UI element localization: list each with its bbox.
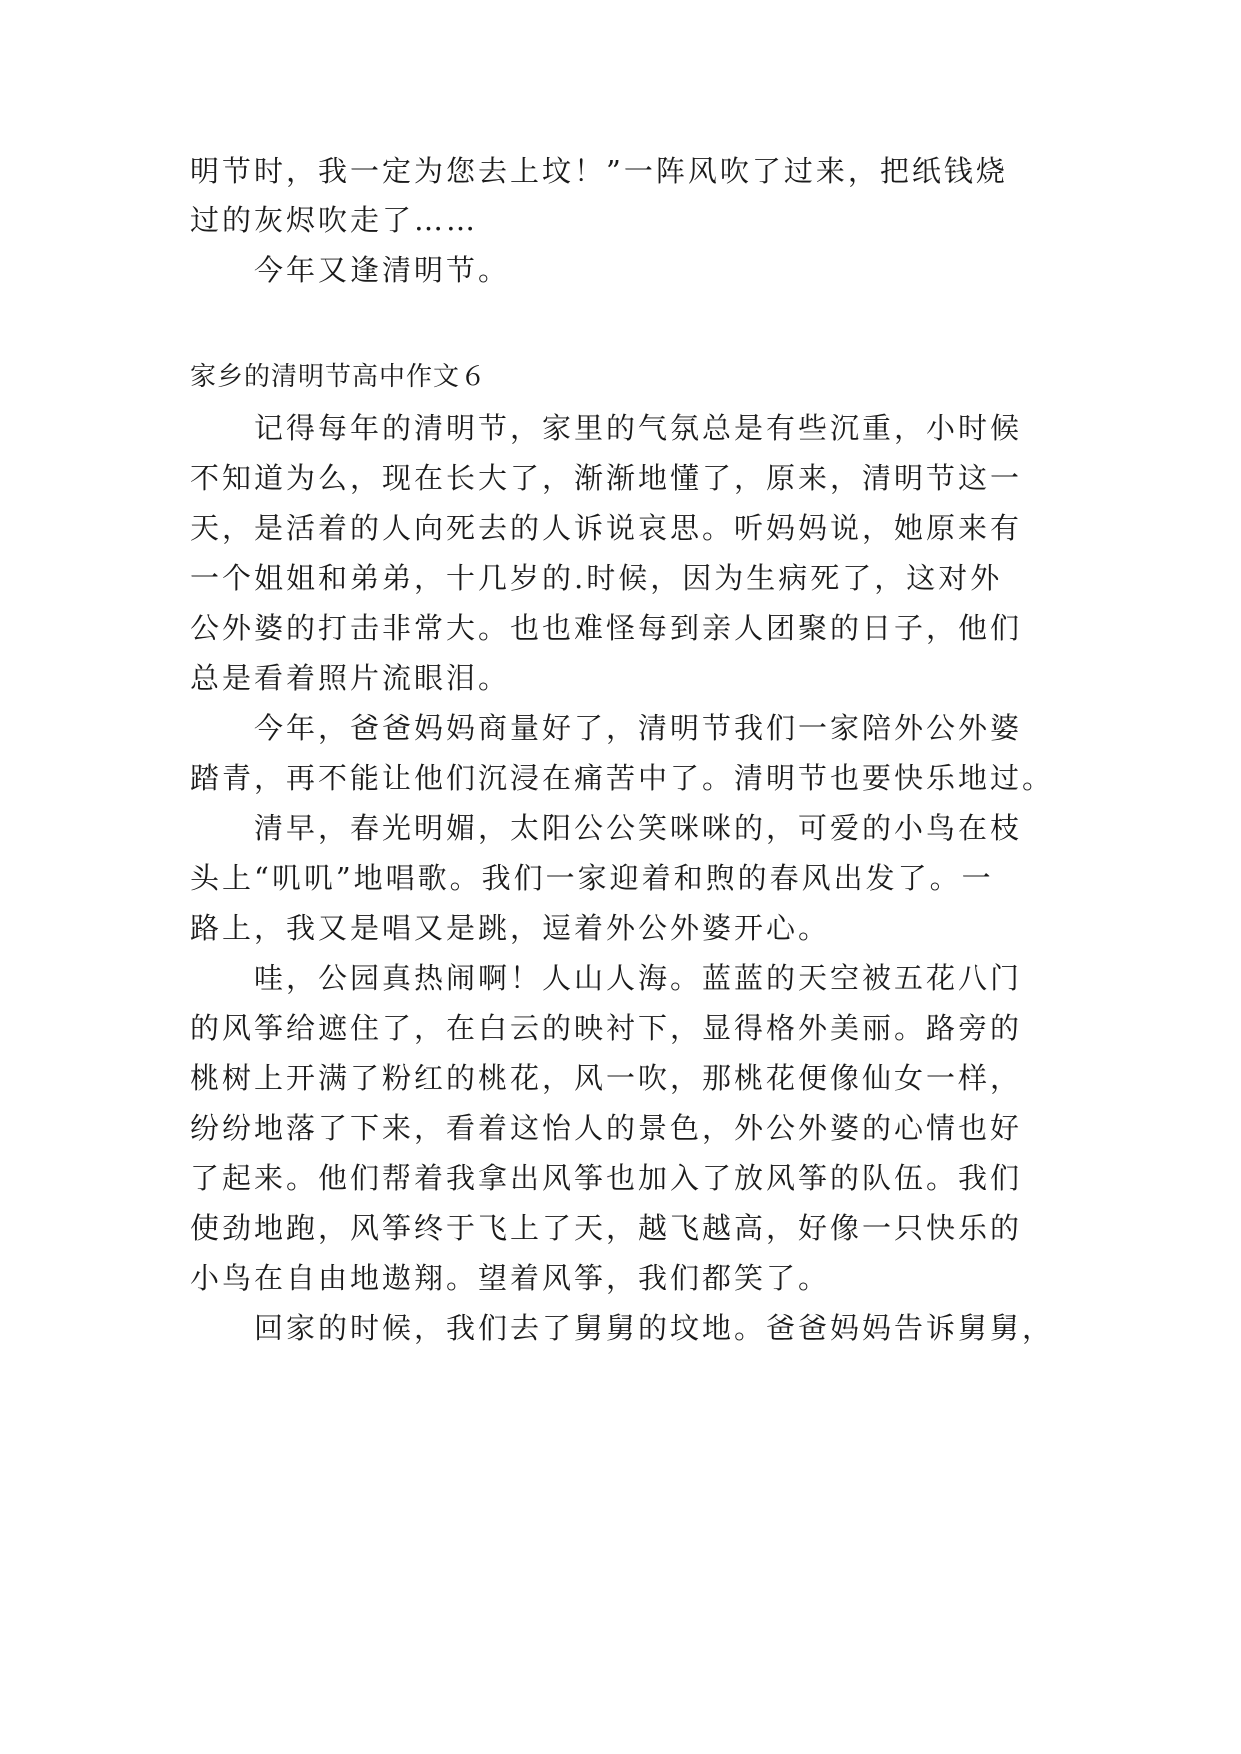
- paragraph-line: 桃树上开满了粉红的桃花，风一吹，那桃花便像仙女一样，: [190, 1061, 1023, 1095]
- paragraph-line: 总是看着照片流眼泪。: [190, 661, 511, 695]
- paragraph-line: 公外婆的打击非常大。也也难怪每到亲人团聚的日子，他们: [190, 611, 1023, 645]
- paragraph-line: 哇，公园真热闹啊！人山人海。蓝蓝的天空被五花八门: [190, 961, 1023, 995]
- paragraph-line: 踏青，再不能让他们沉浸在痛苦中了。清明节也要快乐地过。: [190, 761, 1055, 795]
- paragraph-line: 小鸟在自由地遨翔。望着风筝，我们都笑了。: [190, 1261, 831, 1295]
- paragraph-line: 不知道为么，现在长大了，渐渐地懂了，原来，清明节这一: [190, 461, 1023, 495]
- paragraph-line: 回家的时候，我们去了舅舅的坟地。爸爸妈妈告诉舅舅，: [190, 1311, 1055, 1345]
- paragraph-line: 今年又逢清明节。: [190, 253, 511, 287]
- paragraph-line: 纷纷地落了下来，看着这怡人的景色，外公外婆的心情也好: [190, 1111, 1023, 1145]
- paragraph-line: 过的灰烬吹走了……: [190, 203, 479, 237]
- paragraph-line: 清早，春光明媚，太阳公公笑咪咪的，可爱的小鸟在枝: [190, 811, 1023, 845]
- paragraph-line: 今年，爸爸妈妈商量好了，清明节我们一家陪外公外婆: [190, 711, 1023, 745]
- paragraph-line: 的风筝给遮住了，在白云的映衬下，显得格外美丽。路旁的: [190, 1011, 1023, 1045]
- paragraph-line: 路上，我又是唱又是跳，逗着外公外婆开心。: [190, 911, 831, 945]
- paragraph-line: 一个姐姐和弟弟，十几岁的.时候，因为生病死了，这对外: [190, 561, 1003, 595]
- paragraph-line: 使劲地跑，风筝终于飞上了天，越飞越高，好像一只快乐的: [190, 1211, 1023, 1245]
- paragraph-line: 天，是活着的人向死去的人诉说哀思。听妈妈说，她原来有: [190, 511, 1023, 545]
- paragraph-line: 头上“叽叽”地唱歌。我们一家迎着和煦的春风出发了。一: [190, 861, 994, 895]
- paragraph-line: 记得每年的清明节，家里的气氛总是有些沉重，小时候: [190, 411, 1023, 445]
- paragraph-line: 明节时，我一定为您去上坟！”一阵风吹了过来，把纸钱烧: [190, 154, 1008, 188]
- paragraph-line: 了起来。他们帮着我拿出风筝也加入了放风筝的队伍。我们: [190, 1161, 1023, 1195]
- essay-title: 家乡的清明节高中作文６: [190, 362, 488, 392]
